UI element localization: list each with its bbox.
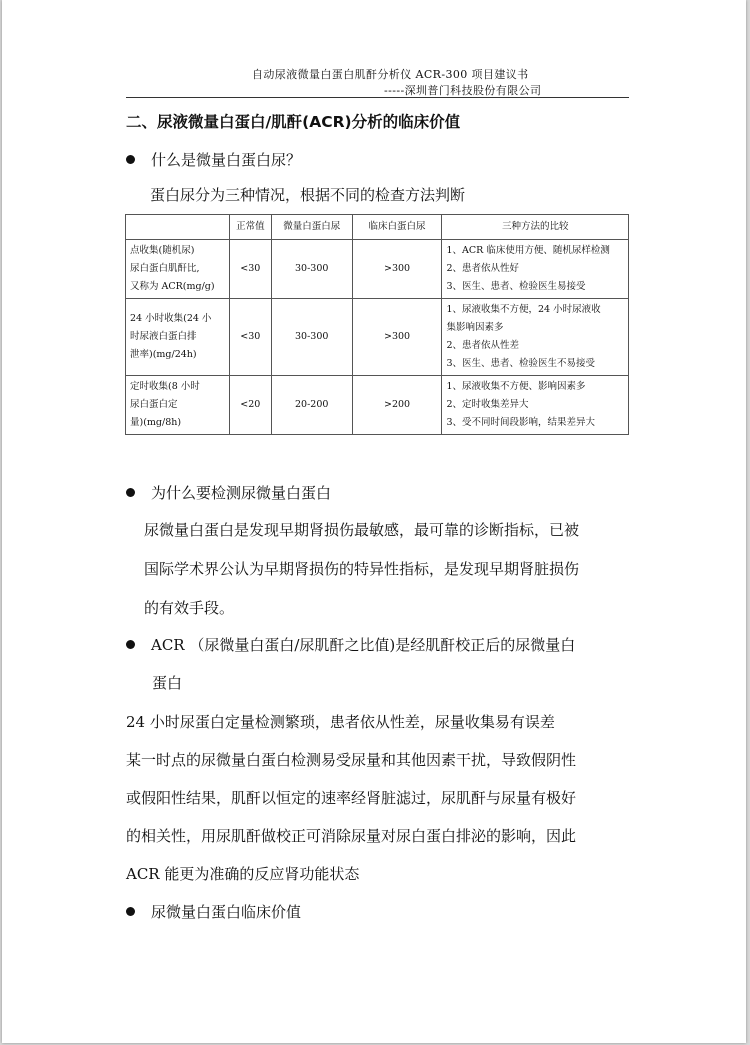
paragraph-line: 尿微量白蛋白是发现早期肾损伤最敏感，最可靠的诊断指标，已被 <box>144 521 580 539</box>
comparison-table <box>125 214 629 435</box>
micro-albumin-cell: 30-300 <box>271 299 352 376</box>
table-intro: 蛋白尿分为三种情况，根据不同的检查方法判断 <box>150 186 466 204</box>
bullet-what-is <box>126 149 301 170</box>
paragraph-line: 或假阳性结果，肌酐以恒定的速率经肾脏滤过，尿肌酐与尿量有极好 <box>126 789 577 807</box>
paragraph-line: 某一时点的尿微量白蛋白检测易受尿量和其他因素干扰，导致假阴性 <box>126 751 577 769</box>
comparison-cell: 1、尿液收集不方便、影响因素多 2、定时收集差异大 3、受不同时间段影响，结果差异大 <box>442 376 629 435</box>
method-cell: 点收集(随机尿) 尿白蛋白肌酐比, 又称为 ACR(mg/g) <box>126 240 230 299</box>
table-header-cell: 临床白蛋白尿 <box>352 215 442 240</box>
paragraph-line: 24 小时尿蛋白定量检测繁琐，患者依从性差，尿量收集易有误差 <box>126 713 555 731</box>
normal-value-cell: <30 <box>229 299 271 376</box>
clinical-albumin-cell: >300 <box>352 240 442 299</box>
table-header-cell: 微量白蛋白尿 <box>271 215 352 240</box>
bullet-icon <box>126 640 135 649</box>
bullet-text: 什么是微量白蛋白尿？ <box>151 151 302 169</box>
table-header-cell: 三种方法的比较 <box>442 215 629 240</box>
paragraph-line: ACR 能更为准确的反应肾功能状态 <box>126 865 360 883</box>
table-header-cell <box>126 215 230 240</box>
normal-value-cell: <30 <box>229 240 271 299</box>
comparison-cell: 1、ACR 临床使用方便、随机尿样检测 2、患者依从性好 3、医生、患者、检验医生易接受 <box>442 240 629 299</box>
table-header-cell: 正常值 <box>229 215 271 240</box>
bullet-clinical-value <box>126 901 301 922</box>
comparison-cell: 1、尿液收集不方便，24 小时尿液收 集影响因素多 2、患者依从性差 3、医生、患者、检验医生不易接受 <box>442 299 629 376</box>
method-cell: 定时收集(8 小时 尿白蛋白定 量)(mg/8h) <box>126 376 230 435</box>
bullet-text: 为什么要检测尿微量白蛋白 <box>151 484 332 502</box>
clinical-albumin-cell: >300 <box>352 299 442 376</box>
paragraph-line: 国际学术界公认为早期肾损伤的特异性指标，是发现早期肾脏损伤 <box>144 560 580 578</box>
table-header-row <box>126 215 629 240</box>
table-row <box>126 299 629 376</box>
table-row <box>126 240 629 299</box>
document-page <box>2 0 746 1043</box>
micro-albumin-cell: 20-200 <box>271 376 352 435</box>
method-cell: 24 小时收集(24 小 时尿液白蛋白排 泄率)(mg/24h) <box>126 299 230 376</box>
paragraph-line: 的相关性，用尿肌酐做校正可消除尿量对尿白蛋白排泌的影响，因此 <box>126 827 577 845</box>
paragraph-line: 蛋白 <box>152 674 183 692</box>
table-row <box>126 376 629 435</box>
header-title: 自动尿液微量白蛋白肌酐分析仪 ACR-300 项目建议书 <box>252 68 529 81</box>
bullet-icon <box>126 155 135 164</box>
paragraph-line: 的有效手段。 <box>144 599 235 617</box>
bullet-text: 尿微量白蛋白临床价值 <box>151 903 302 921</box>
clinical-albumin-cell: >200 <box>352 376 442 435</box>
bullet-why-test <box>126 482 331 503</box>
bullet-icon <box>126 488 135 497</box>
normal-value-cell: <20 <box>229 376 271 435</box>
micro-albumin-cell: 30-300 <box>271 240 352 299</box>
bullet-icon <box>126 907 135 916</box>
bullet-acr <box>126 634 575 655</box>
header-company: -----深圳普门科技股份有限公司 <box>384 84 542 97</box>
bullet-text: ACR （尿微量白蛋白/尿肌酐之比值)是经肌酐校正后的尿微量白 <box>151 636 576 654</box>
header-divider <box>126 97 629 98</box>
section-title: 二、尿液微量白蛋白/肌酐(ACR)分析的临床价值 <box>126 113 461 131</box>
